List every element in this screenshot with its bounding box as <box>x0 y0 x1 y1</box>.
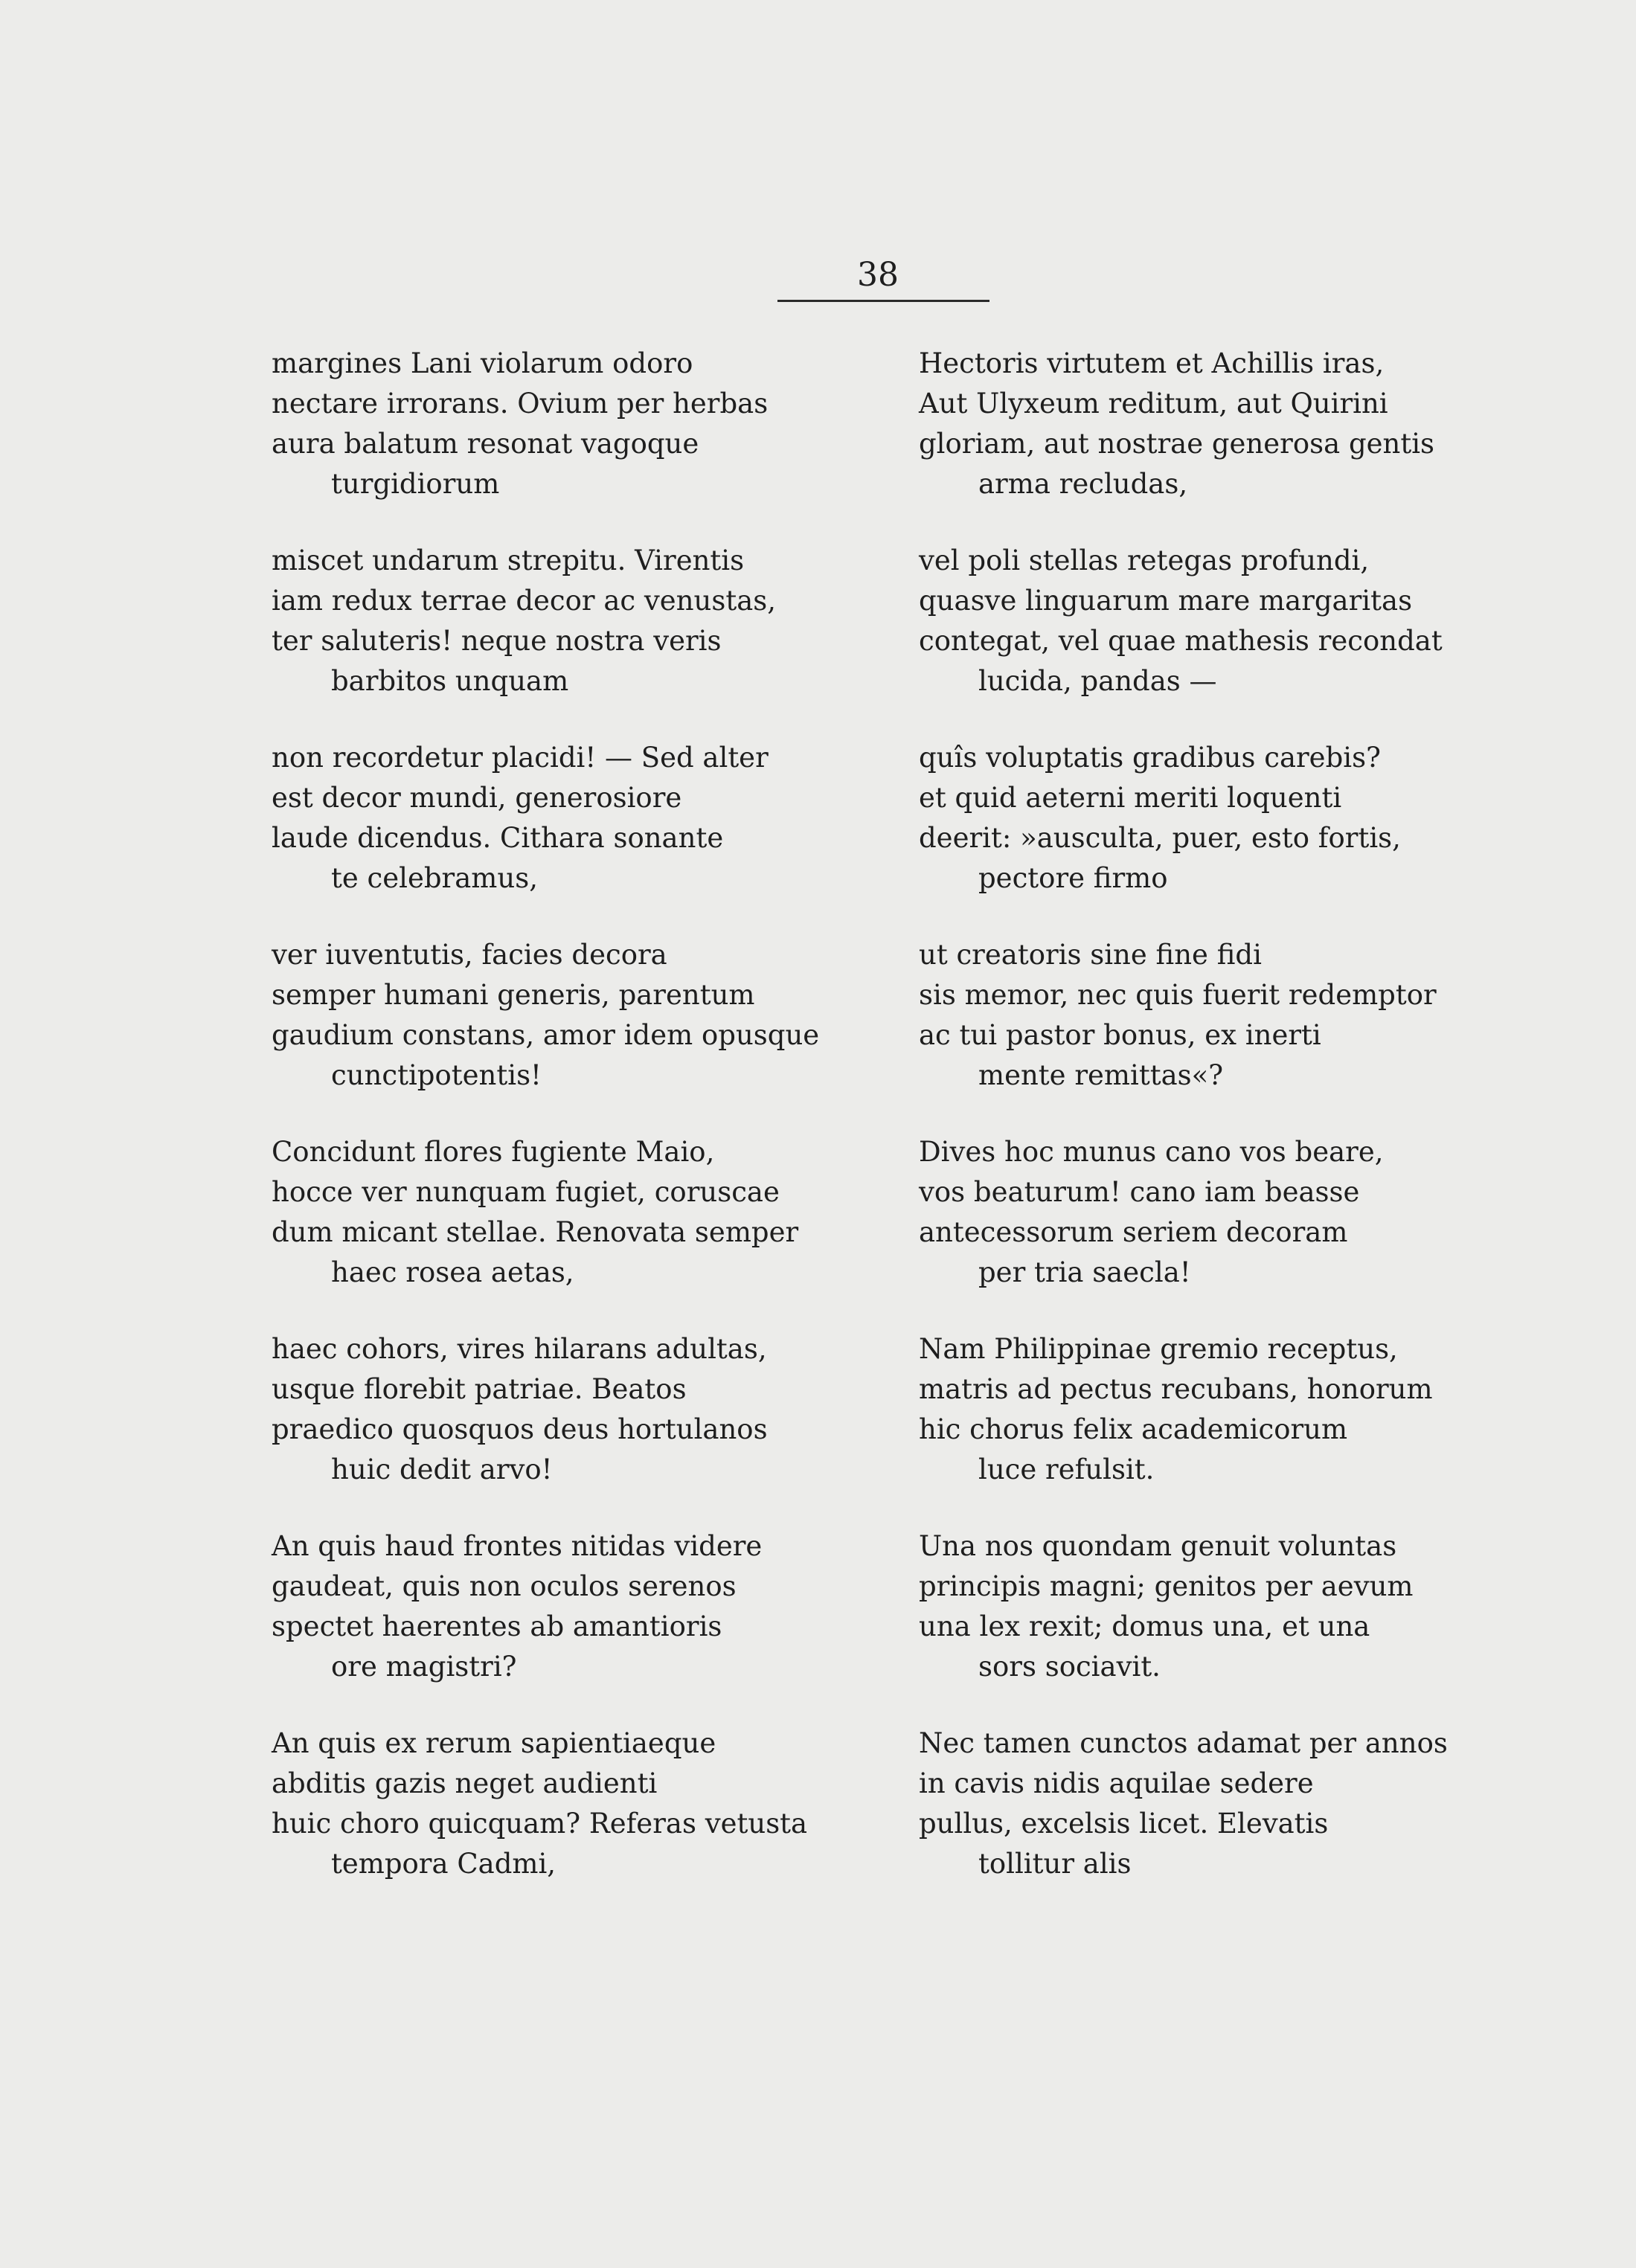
page-number: 38 <box>857 256 899 294</box>
verse-line: usque florebit patriae. Beatos <box>272 1373 687 1405</box>
verse-line: Nec tamen cunctos adamat per annos <box>919 1727 1448 1759</box>
verse-line: An quis ex rerum sapientiaeque <box>272 1727 716 1759</box>
verse-line: Nam Philippinae gremio receptus, <box>919 1333 1398 1365</box>
stanza <box>272 738 837 899</box>
verse-line: turgidiorum <box>331 468 500 500</box>
verse-line: non recordetur placidi! — Sed alter <box>272 742 769 774</box>
verse-line: hocce ver nunquam fugiet, coruscae <box>272 1176 780 1208</box>
stanza <box>919 738 1484 899</box>
verse-line: vos beaturum! cano iam beasse <box>919 1176 1360 1208</box>
verse-line: ter saluteris! neque nostra veris <box>272 625 722 657</box>
verse-line: principis magni; genitos per aevum <box>919 1570 1414 1602</box>
stanza <box>272 344 837 504</box>
verse-line: tempora Cadmi, <box>331 1848 556 1880</box>
verse-line: dum micant stellae. Renovata semper <box>272 1216 799 1248</box>
stanza <box>919 344 1484 504</box>
verse-line: una lex rexit; domus una, et una <box>919 1610 1370 1642</box>
verse-line: nectare irrorans. Ovium per herbas <box>272 388 769 420</box>
stanza <box>919 935 1484 1096</box>
verse-line: praedico quosquos deus hortulanos <box>272 1413 768 1445</box>
verse-line: spectet haerentes ab amantioris <box>272 1610 722 1642</box>
stanza <box>272 1526 837 1687</box>
verse-line: cunctipotentis! <box>331 1059 542 1091</box>
verse-line: abditis gazis neget audienti <box>272 1767 658 1799</box>
verse-line: vel poli stellas retegas profundi, <box>919 544 1370 576</box>
left-column <box>272 344 837 1921</box>
verse-line: Aut Ulyxeum reditum, aut Quirini <box>919 388 1388 420</box>
verse-line: tollitur alis <box>978 1848 1132 1880</box>
stanza <box>272 1329 837 1490</box>
verse-line: est decor mundi, generosiore <box>272 782 682 814</box>
verse-line: Hectoris virtutem et Achillis iras, <box>919 347 1385 379</box>
verse-line: margines Lani violarum odoro <box>272 347 693 379</box>
verse-line: per tria saecla! <box>978 1256 1191 1288</box>
verse-line: Dives hoc munus cano vos beare, <box>919 1136 1384 1168</box>
verse-line: te celebramus, <box>331 862 538 894</box>
verse-line: luce refulsit. <box>978 1453 1155 1485</box>
verse-line: ore magistri? <box>331 1651 517 1683</box>
verse-line: contegat, vel quae mathesis recondat <box>919 625 1443 657</box>
verse-line: gaudeat, quis non oculos serenos <box>272 1570 737 1602</box>
stanza <box>919 1329 1484 1490</box>
verse-line: iam redux terrae decor ac venustas, <box>272 585 777 617</box>
verse-line: ut creatoris sine fine fidi <box>919 939 1262 971</box>
verse-line: aura balatum resonat vagoque <box>272 428 699 460</box>
verse-line: quîs voluptatis gradibus carebis? <box>919 742 1381 774</box>
stanza <box>919 541 1484 701</box>
stanza <box>919 1724 1484 1884</box>
verse-line: barbitos unquam <box>331 665 569 697</box>
verse-line: sis memor, nec quis fuerit redemptor <box>919 979 1437 1011</box>
verse-line: lucida, pandas — <box>978 665 1217 697</box>
verse-line: haec cohors, vires hilarans adultas, <box>272 1333 767 1365</box>
verse-line: Concidunt flores fugiente Maio, <box>272 1136 715 1168</box>
page-number-rule <box>777 300 989 302</box>
verse-line: ac tui pastor bonus, ex inerti <box>919 1019 1321 1051</box>
verse-line: laude dicendus. Cithara sonante <box>272 822 724 854</box>
right-column <box>919 344 1484 1921</box>
verse-line: semper humani generis, parentum <box>272 979 755 1011</box>
stanza <box>919 1132 1484 1293</box>
stanza <box>272 1724 837 1884</box>
stanza <box>272 1132 837 1293</box>
verse-line: quasve linguarum mare margaritas <box>919 585 1413 617</box>
verse-line: et quid aeterni meriti loquenti <box>919 782 1342 814</box>
verse-line: An quis haud frontes nitidas videre <box>272 1530 763 1562</box>
verse-line: ver iuventutis, facies decora <box>272 939 667 971</box>
verse-line: in cavis nidis aquilae sedere <box>919 1767 1314 1799</box>
verse-line: deerit: »ausculta, puer, esto fortis, <box>919 822 1401 854</box>
verse-line: pectore firmo <box>978 862 1168 894</box>
verse-line: mente remittas«? <box>978 1059 1224 1091</box>
verse-line: matris ad pectus recubans, honorum <box>919 1373 1433 1405</box>
verse-line: arma recludas, <box>978 468 1188 500</box>
verse-line: haec rosea aetas, <box>331 1256 574 1288</box>
stanza <box>919 1526 1484 1687</box>
verse-line: miscet undarum strepitu. Virentis <box>272 544 745 576</box>
verse-line: sors sociavit. <box>978 1651 1161 1683</box>
verse-line: pullus, excelsis licet. Elevatis <box>919 1808 1329 1840</box>
stanza <box>272 935 837 1096</box>
stanza <box>272 541 837 701</box>
verse-line: antecessorum seriem decoram <box>919 1216 1348 1248</box>
verse-line: Una nos quondam genuit voluntas <box>919 1530 1397 1562</box>
verse-line: gaudium constans, amor idem opusque <box>272 1019 820 1051</box>
verse-line: hic chorus felix academicorum <box>919 1413 1348 1445</box>
verse-line: huic dedit arvo! <box>331 1453 553 1485</box>
verse-line: huic choro quicquam? Referas vetusta <box>272 1808 808 1840</box>
verse-line: gloriam, aut nostrae generosa gentis <box>919 428 1435 460</box>
